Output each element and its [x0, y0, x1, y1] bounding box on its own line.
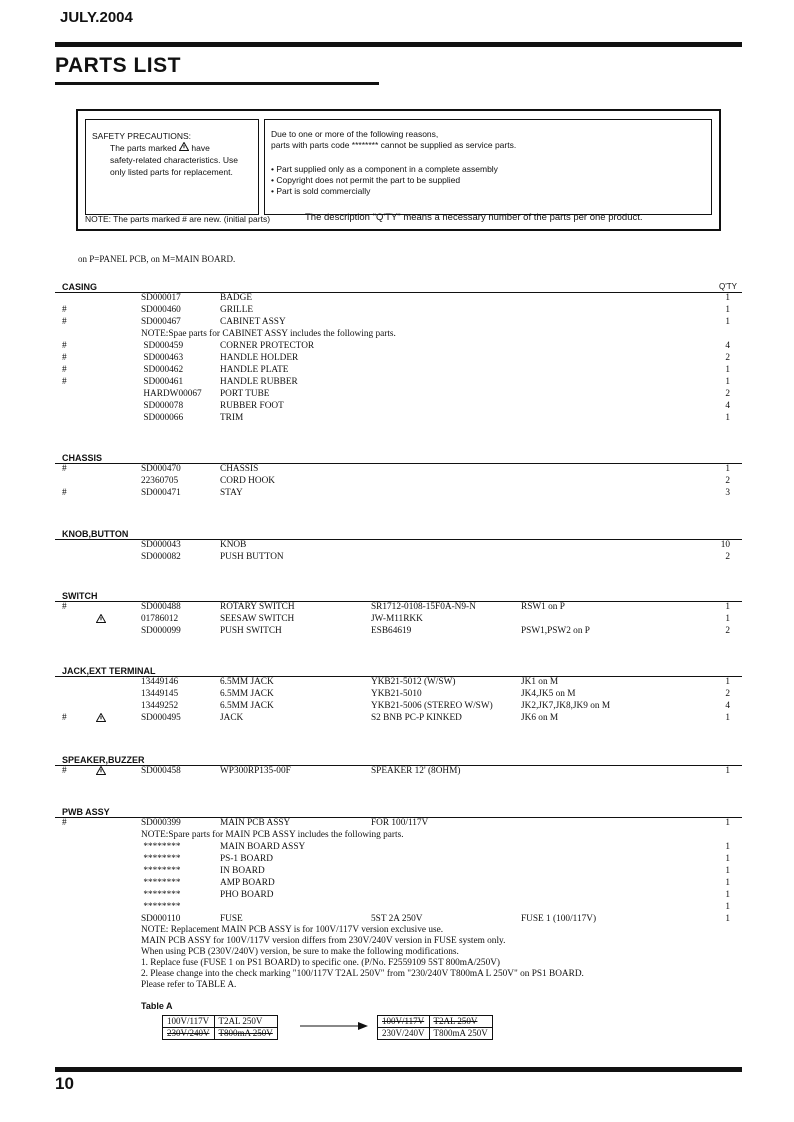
part-code: ******** — [141, 866, 181, 876]
new-mark: # — [62, 365, 67, 375]
part-description: 6.5MM JACK — [220, 701, 274, 711]
reasons-box — [264, 119, 712, 215]
part-description: 6.5MM JACK — [220, 689, 274, 699]
section-title: JACK,EXT TERMINAL — [62, 666, 156, 676]
new-mark: # — [62, 602, 67, 612]
part-code: SD000110 — [141, 914, 181, 924]
part-qty: 1 — [725, 842, 730, 852]
page-number: 10 — [55, 1074, 74, 1093]
part-description: CABINET ASSY — [220, 317, 286, 327]
qty-column-header: Q'TY — [719, 282, 737, 291]
part-qty: 1 — [725, 818, 730, 828]
part-qty: 1 — [725, 413, 730, 423]
table-row — [378, 1016, 493, 1028]
table-cell: T800mA 250V — [429, 1028, 492, 1040]
safety-heading: SAFETY PRECAUTIONS: — [92, 131, 192, 141]
part-qty: 1 — [725, 866, 730, 876]
warning-triangle-icon — [179, 142, 189, 151]
section-title: KNOB,BUTTON — [62, 529, 129, 539]
part-qty: 1 — [725, 854, 730, 864]
part-qty: 4 — [725, 401, 730, 411]
part-location: JK1 on M — [521, 677, 559, 687]
part-description: HANDLE RUBBER — [220, 377, 298, 387]
part-description: HANDLE HOLDER — [220, 353, 299, 363]
table-row — [0, 463, 794, 475]
table-row — [0, 889, 794, 901]
part-code: SD000461 — [141, 377, 184, 387]
part-qty: 1 — [725, 464, 730, 474]
part-code: 01786012 — [141, 614, 179, 624]
part-code: ******** — [141, 842, 181, 852]
part-qty: 2 — [725, 689, 730, 699]
notice-box — [76, 109, 721, 231]
part-code: SD000066 — [141, 413, 184, 423]
part-qty: 2 — [725, 476, 730, 486]
safety-text-3: safety-related characteristics. Use — [110, 155, 239, 165]
table-row — [0, 913, 794, 925]
part-location: JK2,JK7,JK8,JK9 on M — [521, 701, 611, 711]
part-location: JK6 on M — [521, 713, 559, 723]
part-code: SD000495 — [141, 713, 181, 723]
board-legend: on P=PANEL PCB, on M=MAIN BOARD. — [78, 254, 236, 264]
title-underline — [55, 82, 379, 85]
part-description: PHO BOARD — [220, 890, 274, 900]
part-spec: JW-M11RKK — [371, 614, 423, 624]
part-spec: YKB21-5012 (W/SW) — [371, 677, 456, 687]
part-qty: 1 — [725, 317, 730, 327]
pwb-note-line: Please refer to TABLE A. — [141, 980, 237, 990]
table-row — [0, 400, 794, 412]
part-description: JACK — [220, 713, 244, 723]
part-description: SEESAW SWITCH — [220, 614, 295, 624]
table-row — [0, 712, 794, 724]
part-qty: 2 — [725, 626, 730, 636]
part-code: SD000043 — [141, 540, 181, 550]
part-code: 22360705 — [141, 476, 179, 486]
part-spec: FOR 100/117V — [371, 818, 429, 828]
table-a-before — [162, 1015, 278, 1040]
new-mark: # — [62, 317, 67, 327]
part-description: TRIM — [220, 413, 244, 423]
part-description: CORNER PROTECTOR — [220, 341, 315, 351]
part-code: SD000078 — [141, 401, 184, 411]
reason-item: • Part supplied only as a component in a complete assembly — [271, 164, 498, 174]
table-row — [0, 487, 794, 499]
part-code: 13449146 — [141, 677, 179, 687]
part-qty: 1 — [725, 377, 730, 387]
table-cell: 100V/117V — [163, 1016, 215, 1028]
part-location: JK4,JK5 on M — [521, 689, 576, 699]
table-row — [0, 901, 794, 913]
part-qty: 1 — [725, 902, 730, 912]
part-spec: SPEAKER 12' (8OHM) — [371, 766, 461, 776]
table-cell: 230V/240V — [378, 1028, 430, 1040]
table-row — [0, 475, 794, 487]
new-mark: # — [62, 341, 67, 351]
part-qty: 4 — [725, 701, 730, 711]
part-code: ******** — [141, 878, 181, 888]
new-mark: # — [62, 305, 67, 315]
part-location: RSW1 on P — [521, 602, 565, 612]
part-spec: ESB64619 — [371, 626, 412, 636]
part-code: SD000471 — [141, 488, 181, 498]
table-row — [163, 1028, 278, 1040]
table-row — [0, 613, 794, 625]
part-qty: 2 — [725, 353, 730, 363]
qty-description: The description "Q'TY" means a necessary number of the parts per one product. — [305, 212, 643, 223]
table-row — [0, 688, 794, 700]
table-row — [0, 817, 794, 829]
table-row — [0, 877, 794, 889]
section-title: CASING — [62, 282, 98, 292]
pwb-note-line: MAIN PCB ASSY for 100V/117V version differs from 230V/240V version in FUSE system only. — [141, 936, 506, 946]
table-cell: 100V/117V — [378, 1016, 430, 1028]
new-mark: # — [62, 488, 67, 498]
new-mark: # — [62, 377, 67, 387]
table-row — [0, 316, 794, 328]
part-code: SD000099 — [141, 626, 181, 636]
part-qty: 1 — [725, 914, 730, 924]
part-code: SD000467 — [141, 317, 181, 327]
part-description: GRILLE — [220, 305, 254, 315]
part-description: PUSH SWITCH — [220, 626, 282, 636]
new-mark: # — [62, 464, 67, 474]
part-description: PORT TUBE — [220, 389, 270, 399]
arrow-right-icon — [300, 1020, 370, 1032]
part-qty: 1 — [725, 305, 730, 315]
table-row — [0, 412, 794, 424]
table-cell: T800mA 250V — [214, 1028, 277, 1040]
part-description: KNOB — [220, 540, 247, 550]
part-qty: 10 — [720, 540, 730, 550]
safety-text-4: only listed parts for replacement. — [110, 167, 233, 177]
part-description: PUSH BUTTON — [220, 552, 284, 562]
parts-note — [0, 829, 794, 841]
part-code: 13449252 — [141, 701, 179, 711]
part-code: 13449145 — [141, 689, 179, 699]
section-title: SPEAKER,BUZZER — [62, 755, 145, 765]
part-code: SD000463 — [141, 353, 184, 363]
table-row — [0, 364, 794, 376]
table-row — [0, 853, 794, 865]
part-spec: 5ST 2A 250V — [371, 914, 423, 924]
part-location: PSW1,PSW2 on P — [521, 626, 590, 636]
part-description: ROTARY SWITCH — [220, 602, 295, 612]
part-description: AMP BOARD — [220, 878, 275, 888]
pwb-note-line: NOTE: Replacement MAIN PCB ASSY is for 100V/117V version exclusive use. — [141, 925, 444, 935]
part-qty: 4 — [725, 341, 730, 351]
warning-triangle-icon — [96, 766, 106, 779]
table-row — [378, 1028, 493, 1040]
table-row — [0, 700, 794, 712]
reasons-intro-2: parts with parts code ******** cannot be supplied as service parts. — [271, 140, 517, 150]
part-description: WP300RP135-00F — [220, 766, 291, 776]
part-qty: 1 — [725, 293, 730, 303]
table-row — [0, 304, 794, 316]
safety-box — [85, 119, 259, 215]
part-qty: 2 — [725, 552, 730, 562]
table-row — [0, 352, 794, 364]
reason-item: • Part is sold commercially — [271, 186, 371, 196]
part-description: FUSE — [220, 914, 243, 924]
part-code: SD000082 — [141, 552, 181, 562]
part-description: MAIN PCB ASSY — [220, 818, 291, 828]
part-location: FUSE 1 (100/117V) — [521, 914, 597, 924]
new-mark: # — [62, 713, 67, 723]
table-row — [163, 1016, 278, 1028]
table-row — [0, 539, 794, 551]
part-code: SD000017 — [141, 293, 181, 303]
pwb-note-line: 1. Replace fuse (FUSE 1 on PS1 BOARD) to specific one. (P/No. F2559109 5ST 800mA/250V) — [141, 958, 501, 968]
part-spec: S2 BNB PC-P KINKED — [371, 713, 462, 723]
table-row — [0, 340, 794, 352]
part-spec: SR1712-0108-15F0A-N9-N — [371, 602, 476, 612]
table-row — [0, 292, 794, 304]
part-qty: 1 — [725, 878, 730, 888]
table-row — [0, 551, 794, 563]
top-rule — [55, 42, 742, 47]
part-spec: YKB21-5010 — [371, 689, 422, 699]
new-parts-note: NOTE: The parts marked # are new. (initial parts) — [85, 214, 271, 224]
part-description: BADGE — [220, 293, 253, 303]
part-qty: 1 — [725, 365, 730, 375]
table-row — [0, 765, 794, 777]
page-title: PARTS LIST — [55, 54, 181, 77]
section-title: PWB ASSY — [62, 807, 110, 817]
part-description: 6.5MM JACK — [220, 677, 274, 687]
table-row — [0, 625, 794, 637]
part-qty: 1 — [725, 602, 730, 612]
section-title: CHASSIS — [62, 453, 103, 463]
table-a-after — [377, 1015, 493, 1040]
parts-note — [0, 328, 794, 340]
part-code: SD000399 — [141, 818, 181, 828]
part-description: RUBBER FOOT — [220, 401, 284, 411]
part-code: HARDW00067 — [141, 389, 202, 399]
table-row — [0, 865, 794, 877]
note-text: NOTE:Spae parts for CABINET ASSY includes the following parts. — [141, 329, 396, 339]
part-spec: YKB21-5006 (STEREO W/SW) — [371, 701, 493, 711]
table-cell: 230V/240V — [163, 1028, 215, 1040]
new-mark: # — [62, 353, 67, 363]
reason-item: • Copyright does not permit the part to be supplied — [271, 175, 461, 185]
part-qty: 1 — [725, 677, 730, 687]
part-qty: 1 — [725, 766, 730, 776]
part-code: SD000458 — [141, 766, 181, 776]
part-description: PS-1 BOARD — [220, 854, 273, 864]
part-qty: 1 — [725, 890, 730, 900]
table-row — [0, 376, 794, 388]
part-description: CHASSIS — [220, 464, 259, 474]
table-cell: T2AL 250V — [429, 1016, 492, 1028]
bottom-rule — [55, 1067, 742, 1072]
new-mark: # — [62, 818, 67, 828]
pwb-note-line: 2. Please change into the check marking "100/117V T2AL 250V" from "230/240V T800mA L 250V" on PS1 BOARD. — [141, 969, 584, 979]
part-description: CORD HOOK — [220, 476, 276, 486]
part-description: MAIN BOARD ASSY — [220, 842, 306, 852]
reasons-intro-1: Due to one or more of the following reasons, — [271, 129, 439, 139]
part-qty: 1 — [725, 614, 730, 624]
note-text: NOTE:Spare parts for MAIN PCB ASSY includes the following parts. — [141, 830, 404, 840]
header-date: JULY.2004 — [60, 9, 133, 26]
part-qty: 2 — [725, 389, 730, 399]
part-code: SD000459 — [141, 341, 184, 351]
section-title: SWITCH — [62, 591, 98, 601]
part-code: SD000462 — [141, 365, 184, 375]
table-row — [0, 676, 794, 688]
part-code: ******** — [141, 854, 181, 864]
part-qty: 1 — [725, 713, 730, 723]
table-row — [0, 388, 794, 400]
new-mark: # — [62, 766, 67, 776]
part-code: ******** — [141, 902, 181, 912]
part-code: SD000470 — [141, 464, 181, 474]
table-row — [0, 601, 794, 613]
table-a-title: Table A — [141, 1001, 173, 1011]
part-description: HANDLE PLATE — [220, 365, 289, 375]
part-code: ******** — [141, 890, 181, 900]
table-cell: T2AL 250V — [214, 1016, 277, 1028]
part-description: IN BOARD — [220, 866, 265, 876]
part-code: SD000488 — [141, 602, 181, 612]
table-row — [0, 841, 794, 853]
part-qty: 3 — [725, 488, 730, 498]
warning-triangle-icon — [96, 713, 106, 726]
part-description: STAY — [220, 488, 243, 498]
safety-text-1: The parts marked — [110, 143, 177, 153]
part-code: SD000460 — [141, 305, 181, 315]
safety-text-2: have — [191, 143, 210, 153]
pwb-note-line: When using PCB (230V/240V) version, be sure to make the following modifications. — [141, 947, 459, 957]
